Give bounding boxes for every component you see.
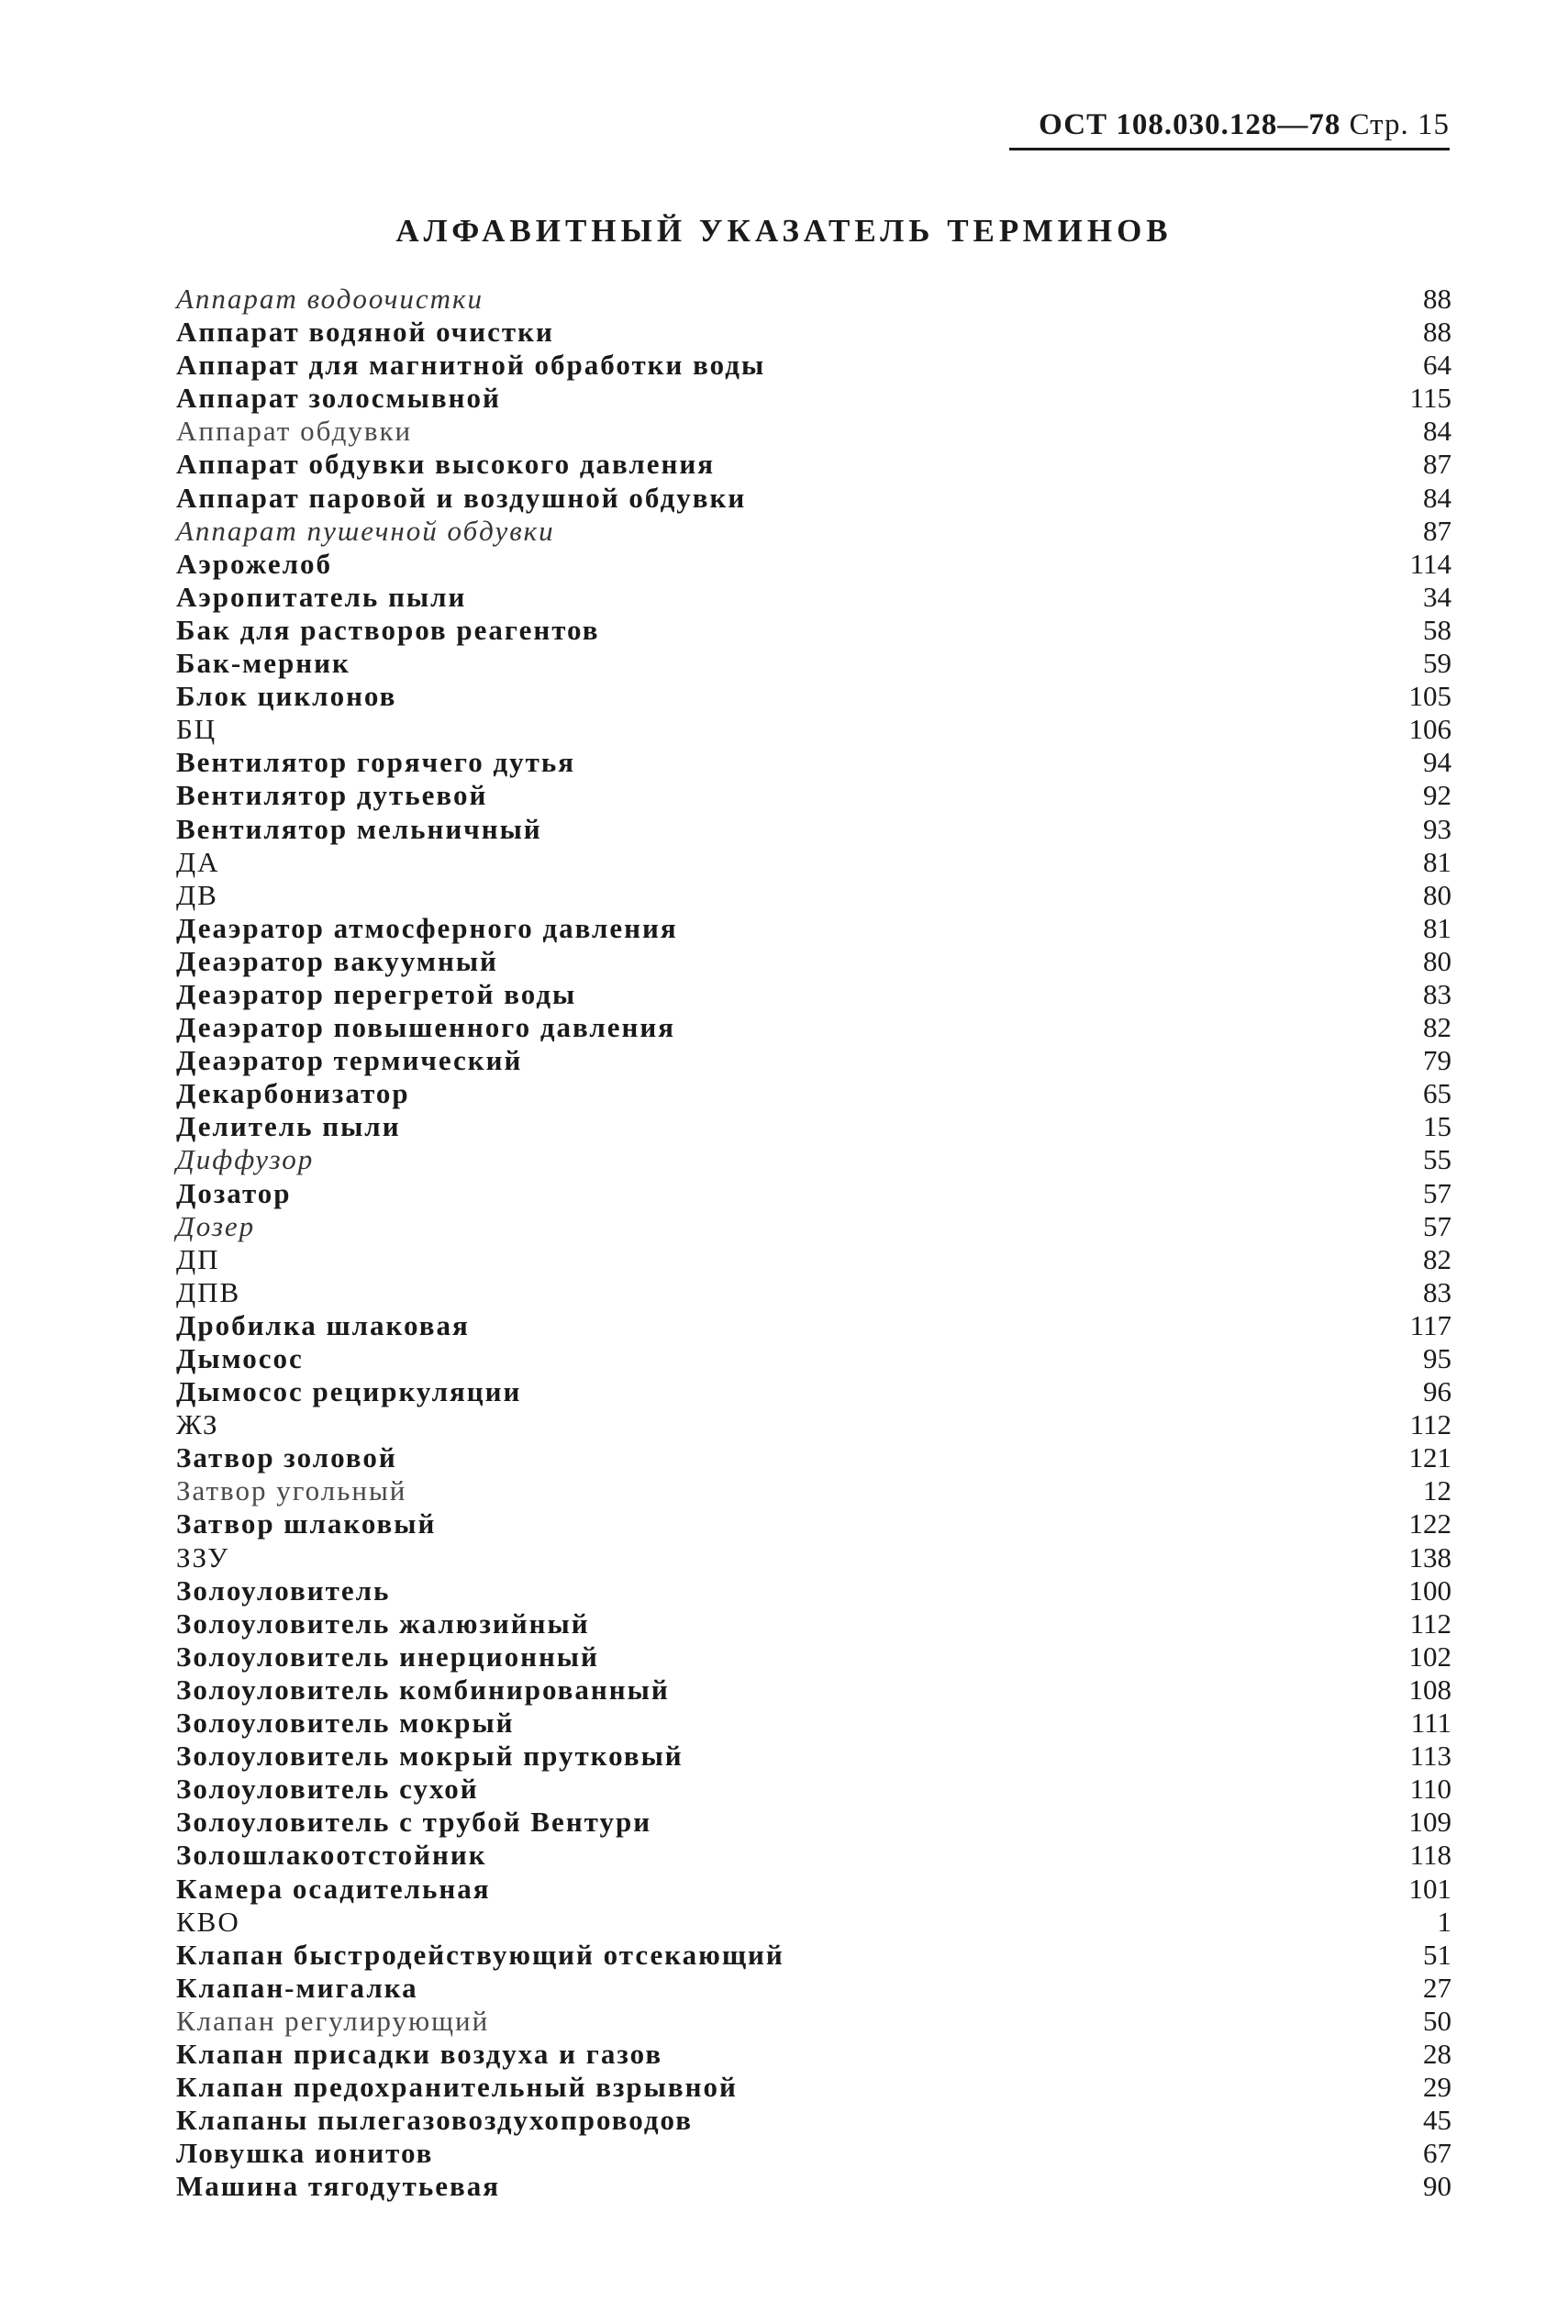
term-reference-number: 45 — [1423, 2104, 1451, 2137]
term-reference-number: 109 — [1408, 1806, 1451, 1839]
term-name: Аппарат водоочистки — [176, 283, 484, 315]
term-name: Затвор шлаковый — [176, 1507, 437, 1540]
term-reference-number: 58 — [1423, 613, 1451, 646]
term-reference-number: 79 — [1423, 1044, 1451, 1077]
term-reference-number: 110 — [1409, 1773, 1451, 1806]
term-name: Аппарат паровой и воздушной обдувки — [176, 481, 747, 514]
list-item — [176, 1674, 1451, 1707]
term-name: ЖЗ — [176, 1408, 219, 1441]
list-item — [176, 1077, 1451, 1110]
list-item — [176, 1607, 1451, 1640]
term-reference-number: 95 — [1423, 1342, 1451, 1374]
list-item — [176, 779, 1451, 812]
list-item — [176, 1740, 1451, 1773]
term-reference-number: 88 — [1423, 283, 1451, 315]
list-item — [176, 2005, 1451, 2038]
term-reference-number: 1 — [1437, 1905, 1451, 1938]
list-item — [176, 482, 1451, 515]
term-name: Машина тягодутьевая — [176, 2170, 500, 2203]
list-item — [176, 415, 1451, 448]
term-reference-number: 65 — [1423, 1077, 1451, 1110]
list-item — [176, 680, 1451, 713]
term-reference-number: 114 — [1409, 547, 1451, 580]
term-reference-number: 93 — [1423, 812, 1451, 845]
term-reference-number: 100 — [1408, 1573, 1451, 1607]
list-item — [176, 1839, 1451, 1872]
term-reference-number: 121 — [1408, 1441, 1451, 1474]
term-reference-number: 12 — [1423, 1474, 1451, 1507]
list-item — [176, 1873, 1451, 1906]
term-name: ДПВ — [176, 1275, 241, 1308]
term-name: БЦ — [176, 713, 217, 746]
term-name: Делитель пыли — [176, 1110, 401, 1143]
header-text — [1009, 108, 1450, 142]
term-reference-number: 112 — [1409, 1408, 1451, 1441]
term-name: Деаэратор повышенного давления — [176, 1011, 676, 1044]
term-name: Дробилка шлаковая — [176, 1308, 470, 1341]
list-item — [176, 515, 1451, 548]
list-item — [176, 2137, 1451, 2170]
list-item — [176, 2170, 1451, 2203]
list-item — [176, 2071, 1451, 2104]
term-name: ДВ — [176, 878, 218, 911]
term-reference-number: 115 — [1409, 382, 1451, 415]
list-item — [176, 1243, 1451, 1276]
list-item — [176, 2104, 1451, 2137]
term-reference-number: 111 — [1410, 1707, 1451, 1740]
term-reference-number: 83 — [1423, 1275, 1451, 1308]
term-reference-number: 64 — [1423, 349, 1451, 382]
term-name: Аппарат пушечной обдувки — [176, 514, 555, 547]
term-name: Золоуловитель с трубой Вентури — [176, 1806, 652, 1839]
list-item — [176, 1474, 1451, 1507]
term-reference-number: 84 — [1423, 481, 1451, 514]
term-reference-number: 34 — [1423, 580, 1451, 613]
term-reference-number: 29 — [1423, 2071, 1451, 2104]
term-reference-number: 87 — [1423, 448, 1451, 481]
term-reference-number: 82 — [1423, 1242, 1451, 1275]
list-item — [176, 846, 1451, 879]
list-item — [176, 1011, 1451, 1044]
list-item — [176, 713, 1451, 746]
list-item — [176, 1574, 1451, 1607]
list-item — [176, 283, 1451, 316]
term-reference-number: 113 — [1409, 1740, 1451, 1773]
list-item — [176, 1773, 1451, 1806]
term-name: Аппарат водяной очистки — [176, 316, 554, 349]
term-name: Вентилятор мельничный — [176, 812, 542, 845]
list-item — [176, 1939, 1451, 1972]
term-name: КВО — [176, 1905, 240, 1938]
term-name: Клапан предохранительный взрывной — [176, 2071, 738, 2104]
term-name: Декарбонизатор — [176, 1077, 410, 1110]
term-name: Золошлакоотстойник — [176, 1839, 487, 1872]
list-item — [176, 581, 1451, 614]
term-name: Диффузор — [176, 1143, 315, 1176]
term-reference-number: 80 — [1423, 878, 1451, 911]
term-name: Клапан регулирующий — [176, 2004, 490, 2037]
term-name: Дозер — [176, 1209, 256, 1242]
list-item — [176, 1441, 1451, 1474]
term-index-list — [176, 283, 1451, 2203]
term-name: ДП — [176, 1242, 220, 1275]
list-item — [176, 1110, 1451, 1143]
term-reference-number: 102 — [1408, 1640, 1451, 1673]
list-item — [176, 1143, 1451, 1176]
term-reference-number: 96 — [1423, 1375, 1451, 1408]
list-item — [176, 1640, 1451, 1674]
list-item — [176, 813, 1451, 846]
term-reference-number: 108 — [1408, 1673, 1451, 1706]
term-name: Золоуловитель — [176, 1573, 391, 1607]
document-code: ОСТ 108.030.128—78 — [1039, 108, 1341, 141]
term-name: ДА — [176, 845, 220, 878]
term-reference-number: 118 — [1409, 1839, 1451, 1872]
term-name: Золоуловитель инерционный — [176, 1640, 599, 1673]
term-name: Затвор угольный — [176, 1474, 407, 1507]
term-name: Клапан присадки воздуха и газов — [176, 2037, 663, 2070]
list-item — [176, 945, 1451, 978]
term-reference-number: 82 — [1423, 1011, 1451, 1044]
term-reference-number: 122 — [1408, 1507, 1451, 1540]
list-item — [176, 1210, 1451, 1243]
list-item — [176, 978, 1451, 1011]
term-name: Дымосос рециркуляции — [176, 1375, 522, 1408]
list-item — [176, 1408, 1451, 1441]
list-item — [176, 647, 1451, 680]
term-reference-number: 81 — [1423, 911, 1451, 944]
term-reference-number: 106 — [1408, 713, 1451, 746]
term-name: Вентилятор горячего дутья — [176, 746, 576, 779]
term-reference-number: 57 — [1423, 1176, 1451, 1209]
term-name: Деаэратор термический — [176, 1044, 523, 1077]
list-item — [176, 382, 1451, 415]
term-name: Аппарат золосмывной — [176, 382, 501, 415]
list-item — [176, 1507, 1451, 1540]
list-item — [176, 746, 1451, 779]
list-item — [176, 1972, 1451, 2005]
term-name: Ловушка ионитов — [176, 2137, 434, 2170]
list-item — [176, 1177, 1451, 1210]
term-reference-number: 94 — [1423, 746, 1451, 779]
list-item — [176, 1044, 1451, 1077]
term-name: Клапан-мигалка — [176, 1971, 418, 2004]
term-reference-number: 105 — [1408, 680, 1451, 713]
list-item — [176, 548, 1451, 581]
term-name: Золоуловитель жалюзийный — [176, 1607, 590, 1640]
term-name: ЗЗУ — [176, 1540, 230, 1573]
term-name: Золоуловитель мокрый — [176, 1707, 515, 1740]
term-name: Деаэратор вакуумный — [176, 944, 498, 977]
term-name: Дымосос — [176, 1342, 304, 1374]
term-name: Аэрожелоб — [176, 547, 332, 580]
list-item — [176, 879, 1451, 912]
term-name: Клапаны пылегазовоздухопроводов — [176, 2104, 693, 2137]
term-reference-number: 84 — [1423, 415, 1451, 448]
term-reference-number: 51 — [1423, 1938, 1451, 1971]
term-reference-number: 80 — [1423, 944, 1451, 977]
list-item — [176, 1309, 1451, 1342]
list-item — [176, 316, 1451, 349]
list-item — [176, 614, 1451, 647]
list-item — [176, 1276, 1451, 1309]
term-reference-number: 55 — [1423, 1143, 1451, 1176]
term-name: Аппарат обдувки высокого давления — [176, 448, 716, 481]
term-name: Клапан быстродействующий отсекающий — [176, 1938, 784, 1971]
list-item — [176, 349, 1451, 382]
term-name: Золоуловитель сухой — [176, 1773, 479, 1806]
term-name: Аэропитатель пыли — [176, 580, 467, 613]
term-reference-number: 59 — [1423, 647, 1451, 680]
list-item — [176, 912, 1451, 945]
term-reference-number: 117 — [1409, 1308, 1451, 1341]
term-reference-number: 138 — [1408, 1540, 1451, 1573]
term-name: Золоуловитель комбинированный — [176, 1673, 670, 1706]
term-reference-number: 112 — [1409, 1607, 1451, 1640]
term-reference-number: 50 — [1423, 2004, 1451, 2037]
term-reference-number: 90 — [1423, 2170, 1451, 2203]
term-reference-number: 83 — [1423, 977, 1451, 1010]
list-item — [176, 448, 1451, 481]
list-item — [176, 1541, 1451, 1574]
term-reference-number: 67 — [1423, 2137, 1451, 2170]
term-name: Деаэратор перегретой воды — [176, 977, 577, 1010]
term-name: Блок циклонов — [176, 680, 397, 713]
term-reference-number: 92 — [1423, 779, 1451, 812]
term-name: Аппарат обдувки — [176, 415, 413, 448]
term-reference-number: 81 — [1423, 845, 1451, 878]
term-reference-number: 15 — [1423, 1110, 1451, 1143]
term-reference-number: 28 — [1423, 2037, 1451, 2070]
list-item — [176, 1375, 1451, 1408]
list-item — [176, 1342, 1451, 1375]
page-number: Стр. 15 — [1349, 108, 1450, 141]
term-name: Бак-мерник — [176, 647, 350, 680]
term-name: Бак для растворов реагентов — [176, 613, 600, 646]
term-name: Золоуловитель мокрый прутковый — [176, 1740, 684, 1773]
list-item — [176, 1906, 1451, 1939]
term-reference-number: 88 — [1423, 316, 1451, 349]
list-item — [176, 1707, 1451, 1740]
list-item — [176, 1806, 1451, 1839]
page-title: АЛФАВИТНЫЙ УКАЗАТЕЛЬ ТЕРМИНОВ — [395, 213, 1173, 249]
term-name: Камера осадительная — [176, 1872, 491, 1905]
term-name: Деаэратор атмосферного давления — [176, 911, 678, 944]
header-rule — [1009, 148, 1450, 150]
term-reference-number: 87 — [1423, 514, 1451, 547]
term-reference-number: 27 — [1423, 1971, 1451, 2004]
term-name: Вентилятор дутьевой — [176, 779, 488, 812]
term-name: Дозатор — [176, 1176, 292, 1209]
list-item — [176, 2038, 1451, 2071]
term-reference-number: 57 — [1423, 1209, 1451, 1242]
term-name: Затвор золовой — [176, 1441, 397, 1474]
term-reference-number: 101 — [1408, 1872, 1451, 1905]
page-header — [1009, 108, 1450, 150]
term-name: Аппарат для магнитной обработки воды — [176, 349, 766, 382]
